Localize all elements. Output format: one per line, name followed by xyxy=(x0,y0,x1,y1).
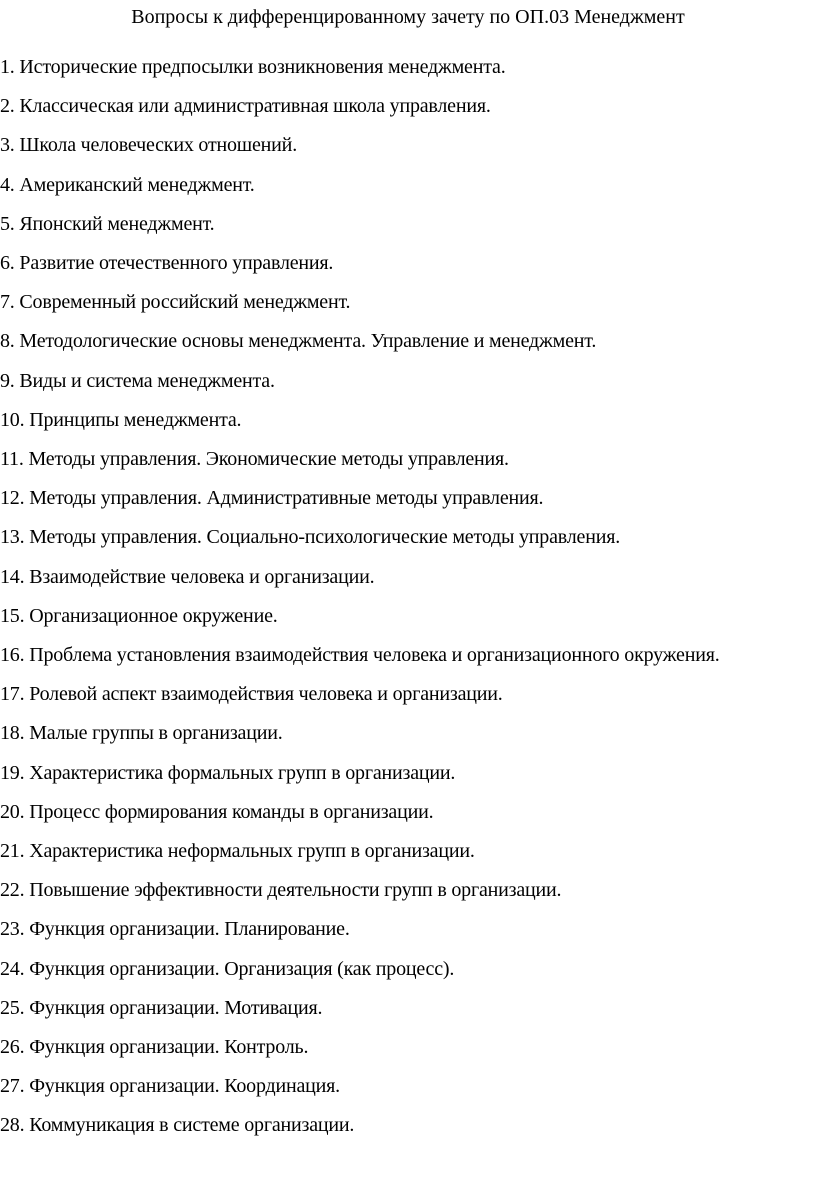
question-item: 19. Характеристика формальных групп в организации. xyxy=(0,761,456,784)
document-title: Вопросы к дифференцированному зачету по ОП.03 Менеджмент xyxy=(131,6,685,28)
question-item: 20. Процесс формирования команды в организации. xyxy=(0,800,434,823)
question-item: 16. Проблема установления взаимодействия человека и организационного окружения. xyxy=(0,644,720,667)
question-item: 27. Функция организации. Координация. xyxy=(0,1075,340,1098)
question-item: 5. Японский менеджмент. xyxy=(0,212,215,235)
question-item: 24. Функция организации. Организация (как процесс). xyxy=(0,957,455,980)
question-item: 25. Функция организации. Мотивация. xyxy=(0,996,323,1019)
question-item: 2. Классическая или административная школа управления. xyxy=(0,95,491,118)
question-item: 21. Характеристика неформальных групп в организации. xyxy=(0,840,475,863)
question-item: 14. Взаимодействие человека и организации. xyxy=(0,565,375,588)
question-item: 4. Американский менеджмент. xyxy=(0,173,255,196)
question-item: 15. Организационное окружение. xyxy=(0,604,278,627)
question-item: 7. Современный российский менеджмент. xyxy=(0,291,351,314)
question-item: 1. Исторические предпосылки возникновения менеджмента. xyxy=(0,56,506,78)
question-item: 11. Методы управления. Экономические методы управления. xyxy=(0,448,509,471)
question-item: 13. Методы управления. Социально-психологические методы управления. xyxy=(0,526,621,549)
question-item: 18. Малые группы в организации. xyxy=(0,722,283,745)
question-list xyxy=(0,48,816,1146)
question-item: 9. Виды и система менеджмента. xyxy=(0,369,275,392)
question-item: 10. Принципы менеджмента. xyxy=(0,408,242,431)
question-item: 17. Ролевой аспект взаимодействия человека и организации. xyxy=(0,683,503,706)
question-item: 3. Школа человеческих отношений. xyxy=(0,134,297,157)
question-item: 8. Методологические основы менеджмента. Управление и менеджмент. xyxy=(0,330,597,353)
question-item: 26. Функция организации. Контроль. xyxy=(0,1036,309,1059)
question-item: 23. Функция организации. Планирование. xyxy=(0,918,350,941)
question-item: 12. Методы управления. Административные методы управления. xyxy=(0,487,544,510)
question-item: 6. Развитие отечественного управления. xyxy=(0,252,334,275)
question-item: 22. Повышение эффективности деятельности групп в организации. xyxy=(0,879,562,902)
question-item: 28. Коммуникация в системе организации. xyxy=(0,1114,355,1137)
